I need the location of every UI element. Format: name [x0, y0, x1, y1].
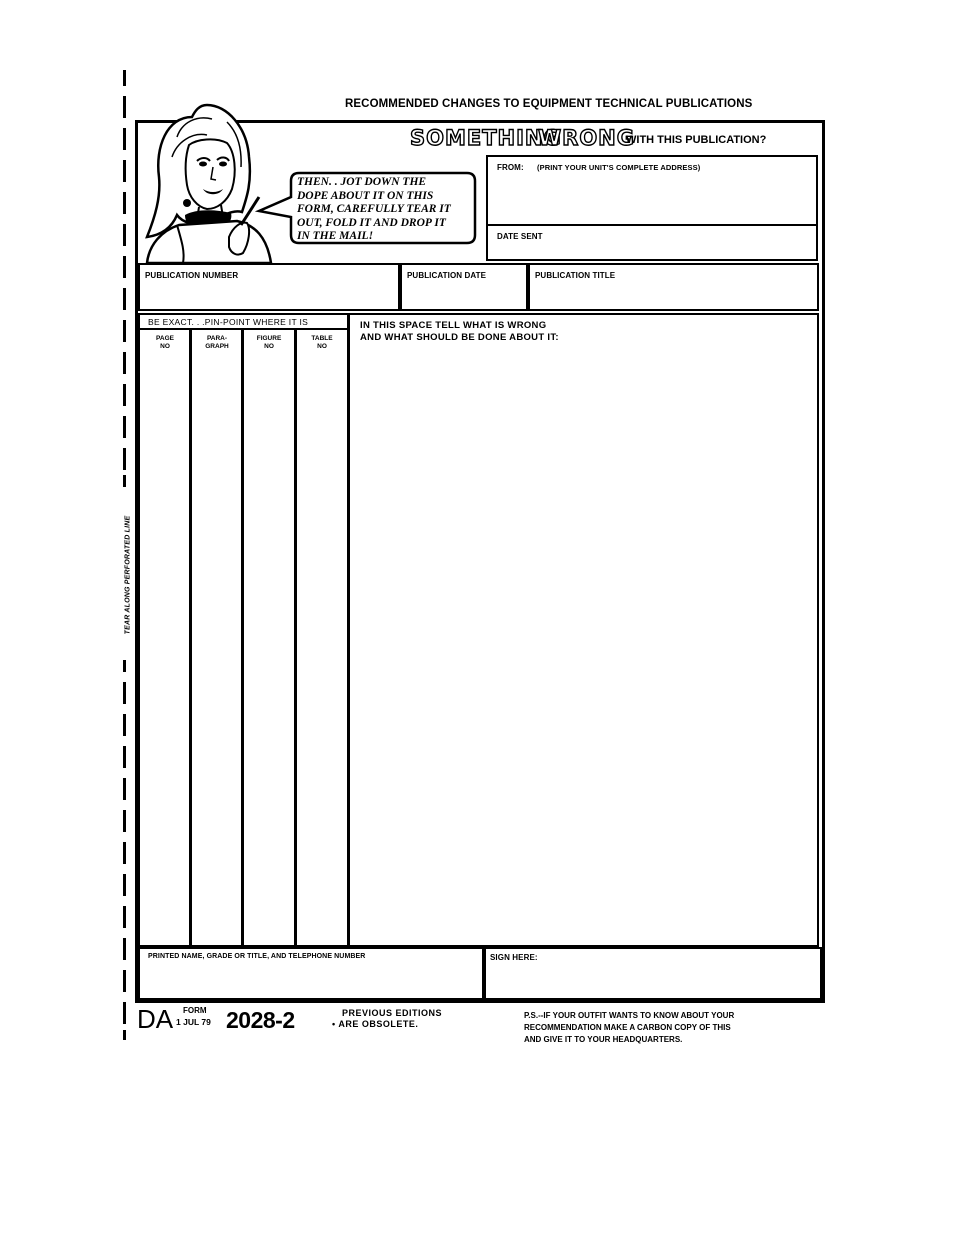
- signature-input[interactable]: [488, 966, 818, 996]
- form-title: RECOMMENDED CHANGES TO EQUIPMENT TECHNICAL PUBLICATIONS: [345, 98, 753, 110]
- page-no-column-input[interactable]: [141, 360, 188, 945]
- from-label: FROM:: [497, 163, 524, 172]
- speech-bubble-text: THEN. . JOT DOWN THE DOPE ABOUT IT ON THIS FORM, CAREFULLY TEAR IT OUT, FOLD IT AND DROP IT IN THE MAIL!: [297, 176, 451, 242]
- wrong-word: WRONG: [538, 126, 635, 150]
- publication-date-label: PUBLICATION DATE: [407, 271, 487, 280]
- publication-number-label: PUBLICATION NUMBER: [145, 271, 239, 280]
- previous-editions-note: PREVIOUS EDITIONS • ARE OBSOLETE.: [332, 1008, 443, 1029]
- column-header-page: PAGE NO: [156, 335, 174, 350]
- printed-name-input[interactable]: [142, 966, 480, 996]
- sign-here-label: SIGN HERE:: [490, 953, 538, 962]
- subtitle: WITH THIS PUBLICATION?: [626, 134, 767, 146]
- column-header-table: TABLE NO: [311, 335, 333, 350]
- publication-number-input[interactable]: [142, 284, 396, 308]
- column-divider: [189, 329, 192, 946]
- pinpoint-heading: BE EXACT. . .PIN-POINT WHERE IT IS: [148, 317, 309, 327]
- date-sent-input[interactable]: [560, 228, 814, 256]
- from-input[interactable]: [490, 172, 814, 222]
- remarks-prompt-line2: AND WHAT SHOULD BE DONE ABOUT IT:: [360, 332, 559, 343]
- remarks-prompt-line1: IN THIS SPACE TELL WHAT IS WRONG: [360, 320, 547, 331]
- pinpoint-heading-rule: [138, 328, 350, 330]
- form-number: 2028-2: [226, 1007, 295, 1033]
- publication-title-input[interactable]: [532, 284, 815, 308]
- publication-date-input[interactable]: [404, 284, 524, 308]
- column-divider: [241, 329, 244, 946]
- printed-name-label: PRINTED NAME, GRADE OR TITLE, AND TELEPHONE NUMBER: [148, 953, 366, 960]
- tear-line-label: TEAR ALONG PERFORATED LINE: [124, 515, 132, 635]
- paragraph-column-input[interactable]: [193, 360, 240, 945]
- date-sent-label: DATE SENT: [497, 232, 543, 241]
- form-word: FORM: [183, 1006, 207, 1015]
- publication-title-label: PUBLICATION TITLE: [535, 271, 616, 280]
- column-divider: [294, 329, 297, 946]
- something-word: SOMETHING: [410, 126, 562, 150]
- remarks-textarea[interactable]: [354, 348, 814, 943]
- column-header-paragraph: PARA- GRAPH: [205, 335, 229, 350]
- postscript-note: P.S.--IF YOUR OUTFIT WANTS TO KNOW ABOUT YOUR RECOMMENDATION MAKE A CARBON COPY OF THIS AND GIVE IT TO YOUR HEADQUARTERS.: [524, 1011, 735, 1044]
- table-no-column-input[interactable]: [298, 360, 345, 945]
- from-hint: (PRINT YOUR UNIT'S COMPLETE ADDRESS): [537, 163, 701, 172]
- form-date: 1 JUL 79: [176, 1017, 211, 1027]
- column-header-figure: FIGURE NO: [256, 335, 282, 350]
- figure-no-column-input[interactable]: [246, 360, 293, 945]
- form-designation-da: DA: [137, 1004, 174, 1034]
